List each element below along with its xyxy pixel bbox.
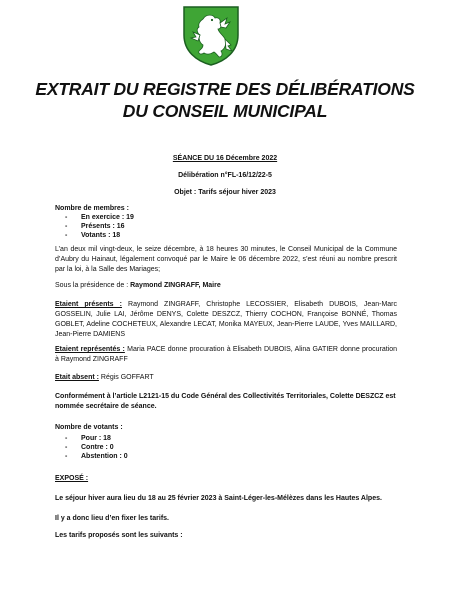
presidence-prefix: Sous la présidence de : (55, 282, 131, 289)
expose-paragraph-proposed: Les tarifs proposés sont les suivants : (55, 532, 183, 539)
secretary-paragraph: Conformément à l’article L2121-15 du Code Général des Collectivités Territoriales, Colette DESZCZ est nommée secrétaire de séance. (55, 393, 396, 410)
represented-label: Etaient représentés : (55, 346, 125, 353)
municipal-crest-icon (181, 5, 241, 67)
members-list (55, 213, 397, 240)
members-heading: Nombre de membres : (55, 205, 129, 212)
presents-names: Raymond ZINGRAFF, Christophe LECOSSIER, Elisabeth DUBOIS, Jean-Marc GOSSELIN, Julie LAI, Jérôme DENYS, Colette DESZCZ, Thierry COCHON, Françoise BONNÉ, Thomas GOBLET, Adeline COCHETEUX, Alexandre LECAT, Monika MAYEUX, Jean-Pierre LAUDE, Yves MAILLARD, Jean-Pierre DAMIENS (55, 301, 397, 338)
absent-label: Etait absent : (55, 374, 99, 381)
expose-heading: EXPOSÉ : (55, 475, 89, 482)
members-section (55, 204, 397, 240)
expose-paragraph-dates: Le séjour hiver aura lieu du 18 au 25 février 2023 à Saint-Léger-les-Mélèzes dans les Hautes Alpes. (55, 495, 382, 502)
intro-paragraph: L’an deux mil vingt-deux, le seize décembre, à 18 heures 30 minutes, le Conseil Municipal de la Commune d’Aubry du Hainaut, légalement convoqué par le Maire le 06 décembre 2022, s’est réuni au nombre prescrit par la loi, à la Salle des Mariages; (55, 246, 397, 273)
votes-list (55, 434, 397, 461)
presents-paragraph (55, 300, 397, 340)
votes-item: - Contre : 0 (65, 444, 114, 451)
votes-heading: Nombre de votants : (55, 424, 123, 431)
expose-paragraph-tarifs: Il y a donc lieu d’en fixer les tarifs. (55, 515, 169, 522)
votes-section (55, 423, 397, 461)
deliberation-number: Délibération n°FL-16/12/22-5 (178, 172, 272, 179)
deliberation-object: Objet : Tarifs séjour hiver 2023 (174, 189, 276, 196)
members-item: - Votants : 18 (65, 232, 121, 239)
document-title-line2: DU CONSEIL MUNICIPAL (122, 101, 328, 121)
presidence-line (55, 281, 397, 291)
absent-text: Régis GOFFART (98, 374, 154, 381)
represented-paragraph (55, 345, 397, 365)
session-date: SÉANCE DU 16 Décembre 2022 (172, 155, 278, 162)
presents-label: Etaient présents : (55, 301, 122, 308)
document-title-line1: EXTRAIT DU REGISTRE DES DÉLIBÉRATIONS (35, 79, 415, 99)
represented-text: Maria PACE donne procuration à Elisabeth DUBOIS, Alina GATIER donne procuration à Raymond ZINGRAFF (55, 346, 397, 363)
presidence-name: Raymond ZINGRAFF, Maire (130, 282, 221, 289)
members-item: - En exercice : 19 (65, 214, 134, 221)
absent-line (55, 373, 397, 383)
votes-item: - Pour : 18 (65, 435, 111, 442)
members-item: - Présents : 16 (65, 223, 125, 230)
votes-item: - Abstention : 0 (65, 453, 128, 460)
